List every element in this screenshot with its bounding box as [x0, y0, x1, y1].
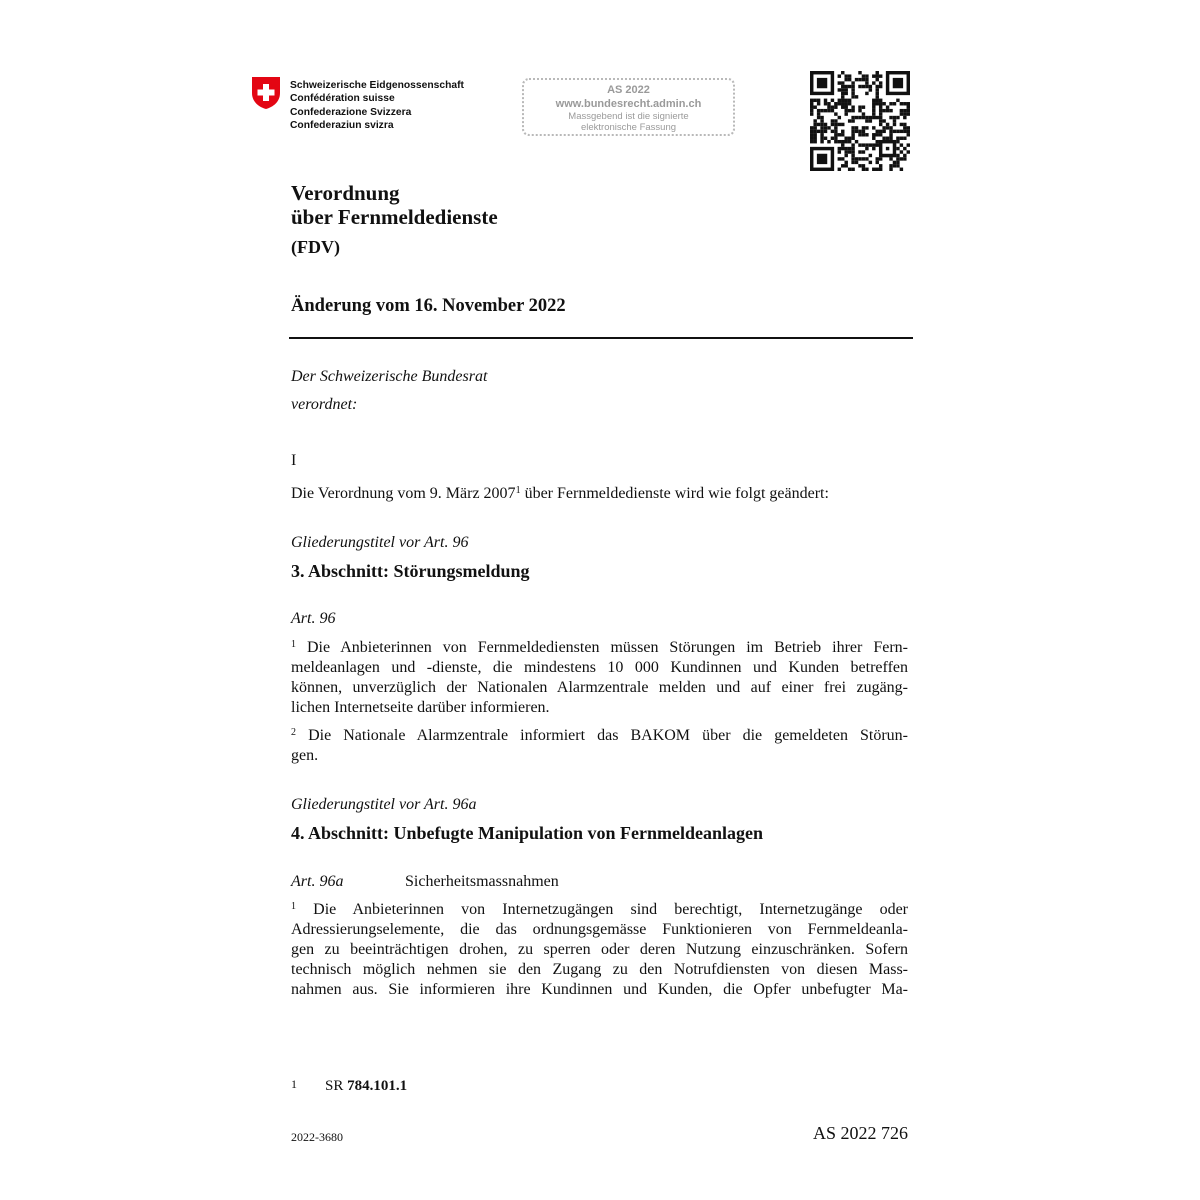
section-heading-3: 3. Abschnitt: Störungsmeldung: [291, 561, 530, 581]
stamp-website[interactable]: www.bundesrecht.admin.ch: [555, 98, 702, 110]
paragraph-number: 1: [291, 901, 296, 912]
confederation-name: [290, 79, 464, 133]
paragraph-line: lichen Internetseite darüber informieren.: [291, 699, 550, 716]
article-96a-label: Art. 96a: [291, 873, 344, 890]
document-title-line-2: über Fernmeldedienste: [291, 205, 498, 229]
official-collection-reference: AS 2022 726: [813, 1123, 909, 1143]
section-heading-4: 4. Abschnitt: Unbefugte Manipulation von Fernmeldeanlagen: [291, 823, 764, 843]
intro-text-after: über Fernmeldedienste wird wie folgt geändert:: [520, 485, 829, 502]
article-96a-paragraph-1: [291, 900, 908, 1000]
article-96-paragraph-1: [291, 638, 908, 718]
confederation-name-de: Schweizerische Eidgenossenschaft: [290, 80, 464, 91]
paragraph-line: gen zu beeinträchtigen drohen, zu sperren oder deren Nutzung einzuschränken. Sofern: [291, 941, 908, 958]
publication-stamp: [522, 78, 735, 136]
paragraph-line: können, unverzüglich der Nationalen Alarmzentrale melden und auf einer frei zugäng-: [291, 679, 908, 696]
title-divider: [289, 337, 913, 339]
document-number: 2022-3680: [291, 1130, 343, 1144]
stamp-collection: AS 2022: [607, 84, 650, 96]
confederation-name-rm: Confederaziun svizra: [290, 120, 394, 132]
article-96-paragraph-2: [291, 726, 908, 766]
document-abbreviation: (FDV): [291, 237, 340, 257]
structure-title-label-96a: Gliederungstitel vor Art. 96a: [291, 796, 477, 813]
preamble-authority: Der Schweizerische Bundesrat: [291, 368, 488, 385]
document-title-line-1: Verordnung: [291, 181, 400, 205]
paragraph-line: $^2$ Die Nationale Alarmzentrale informiert das BAKOM über die gemeldeten Störun-: [291, 727, 909, 744]
swiss-cross-shield-icon: [251, 76, 281, 110]
preamble-verb: verordnet:: [291, 396, 358, 413]
paragraph-line: Adressierungselemente, die das ordnungsgemässe Funktionieren von Fernmeldeanla-: [291, 921, 908, 938]
confederation-name-it: Confederazione Svizzera: [290, 106, 412, 118]
footnote-number: 1: [291, 1077, 297, 1091]
paragraph-number: 1: [291, 639, 296, 650]
paragraph-line: nahmen aus. Sie informieren ihre Kundinnen und Kunden, die Opfer unbefugter Ma-: [291, 981, 908, 998]
paragraph-line: technisch möglich nehmen sie den Zugang zu den Notrufdiensten von diesen Mass-: [291, 961, 908, 978]
paragraph-line: $^1$ Die Anbieterinnen von Fernmeldediensten müssen Störungen im Betrieb ihrer Fern-: [291, 639, 909, 656]
paragraph-line: $^1$ Die Anbieterinnen von Internetzugängen sind berechtigt, Internetzugänge oder: [291, 901, 909, 918]
stamp-note-1: Massgebend ist die signierte: [568, 111, 689, 122]
footnote-ref[interactable]: 1: [515, 485, 521, 496]
paragraph-line: meldeanlagen und -dienste, die mindestens 10 000 Kundinnen und Kunden betreffen: [291, 659, 908, 676]
confederation-name-fr: Confédération suisse: [290, 93, 395, 105]
article-96a-title: Sicherheitsmassnahmen: [405, 873, 559, 890]
paragraph-line: gen.: [291, 747, 319, 764]
section-marker: I: [291, 452, 297, 469]
article-96-label: Art. 96: [291, 610, 336, 627]
paragraph-number: 2: [291, 727, 296, 738]
footnote-sr-number[interactable]: 784.101.1: [347, 1078, 408, 1094]
qr-code-icon: [810, 71, 910, 171]
structure-title-label-96: Gliederungstitel vor Art. 96: [291, 534, 469, 551]
amendment-date: Änderung vom 16. November 2022: [291, 296, 566, 316]
intro-text-before: Die Verordnung vom 9. März 2007: [291, 485, 516, 502]
stamp-note-2: elektronische Fassung: [580, 122, 677, 133]
footnote-text: SR 784.101.1: [325, 1078, 408, 1094]
intro-sentence: [291, 484, 829, 504]
